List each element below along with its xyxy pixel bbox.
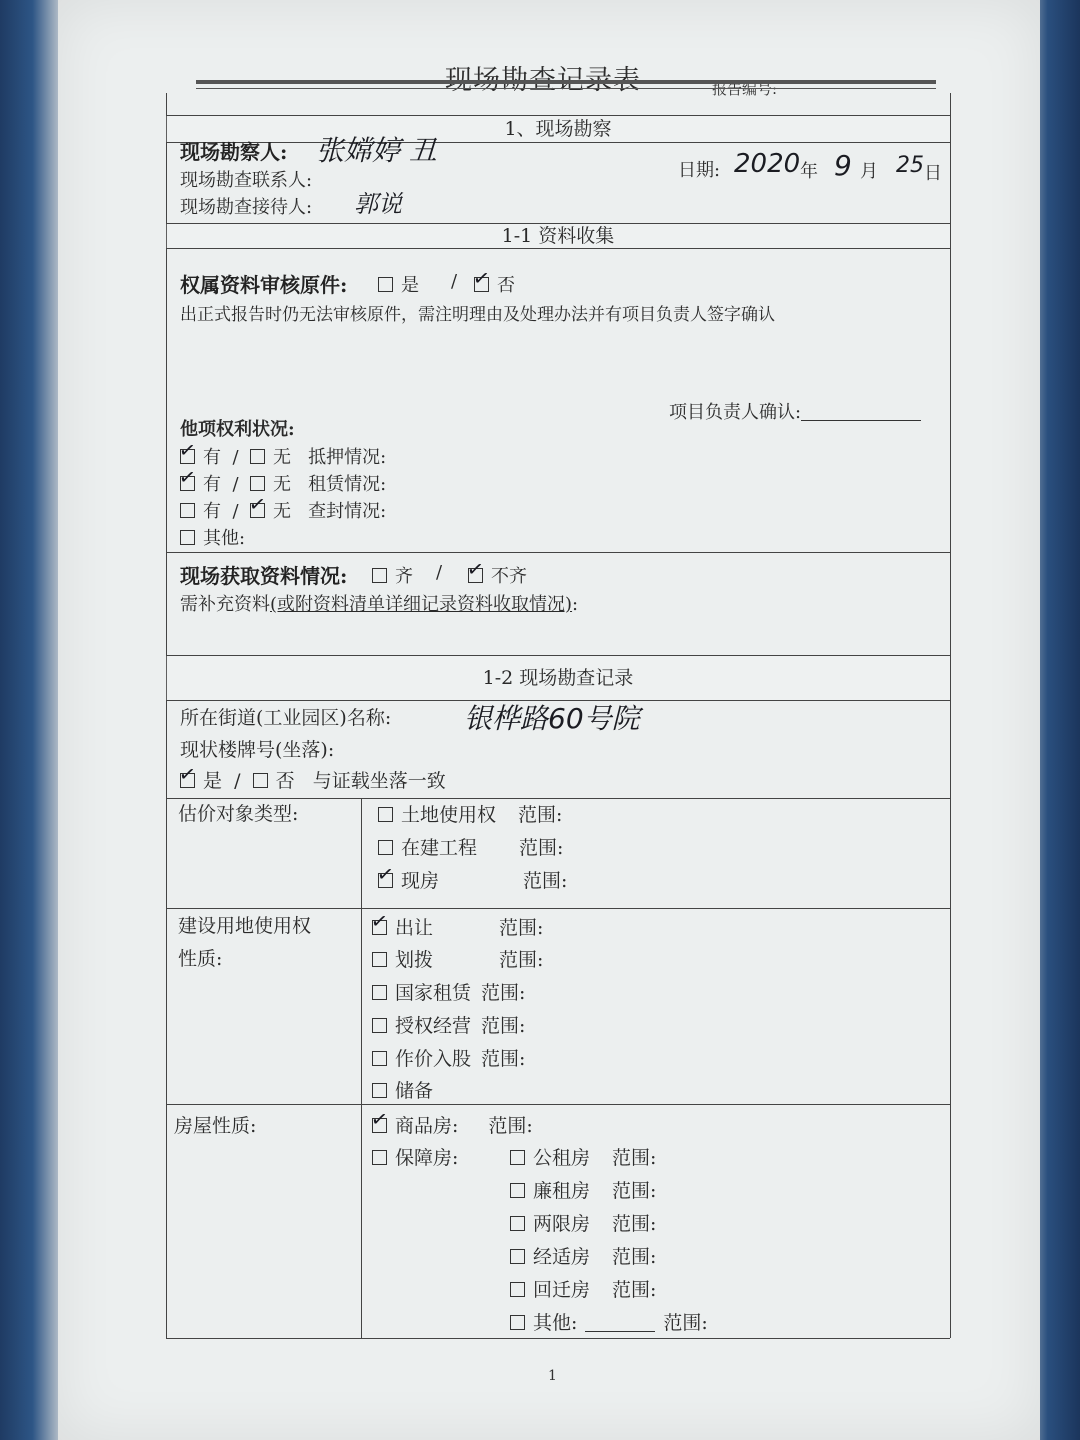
title-rule-thick [196, 80, 936, 84]
land-right-label-line1: 建设用地使用权 [178, 915, 312, 937]
under-construction-label: 在建工程 [401, 837, 478, 859]
state-lease-checkbox[interactable] [372, 985, 387, 1000]
commercial-checkbox[interactable] [369, 1105, 390, 1133]
plate-yes-checkbox[interactable] [177, 760, 198, 788]
ownership-no-checkbox[interactable] [471, 264, 492, 292]
check-mark-icon: ✓ [247, 490, 268, 518]
date-month: 9 [834, 149, 852, 182]
state-lease-label: 国家租赁 [395, 982, 472, 1004]
object-type-label: 估价对象类型: [178, 803, 299, 825]
affordable-low-rent[interactable] [510, 1176, 656, 1203]
supplement-line [180, 590, 578, 616]
scope-label: 范围: [481, 1048, 526, 1070]
ownership-yes-option[interactable] [378, 271, 419, 297]
incomplete-label: 不齐 [491, 566, 527, 587]
affordable-public-rental[interactable] [510, 1143, 656, 1170]
have-label: 有 [203, 447, 221, 468]
affordable-other[interactable] [510, 1308, 708, 1335]
affordable-other-checkbox[interactable] [510, 1315, 525, 1330]
reserve-checkbox[interactable] [372, 1083, 387, 1098]
seizure-have-checkbox[interactable] [180, 503, 195, 518]
month-unit: 月 [860, 161, 878, 182]
house-row-top [166, 1104, 950, 1105]
section-1-2-header: 1-2 现场勘查记录 [166, 655, 950, 701]
scope-label: 范围: [518, 804, 563, 826]
check-mark-icon: ✓ [369, 907, 390, 935]
scope-label: 范围: [612, 1180, 657, 1202]
check-mark-icon: ✓ [471, 264, 492, 292]
ownership-yes-checkbox[interactable] [378, 277, 393, 292]
land-use-right-checkbox[interactable] [378, 807, 393, 822]
land-right-reserve[interactable] [372, 1076, 433, 1103]
house-affordable[interactable] [372, 1143, 458, 1170]
inspector-signature: 张嫦婷 丑 [316, 134, 437, 167]
ownership-no-option[interactable] [471, 264, 515, 297]
scope-label: 范围: [488, 1115, 533, 1137]
scope-label: 范围: [523, 870, 568, 892]
other-row [180, 524, 245, 550]
inspector-label: 现场勘察人: [180, 140, 288, 164]
economic-checkbox[interactable] [510, 1249, 525, 1264]
check-mark-icon: ✓ [177, 760, 198, 788]
house-nature-label: 房屋性质: [174, 1115, 257, 1137]
affordable-economic[interactable] [510, 1242, 656, 1269]
scope-label: 范围: [612, 1147, 657, 1169]
lease-row: ✓ 有 / 无 租赁情况: [177, 463, 387, 495]
check-mark-icon: ✓ [465, 555, 486, 583]
equity-checkbox[interactable] [372, 1051, 387, 1066]
public-rental-checkbox[interactable] [510, 1150, 525, 1165]
transfer-label: 出让 [395, 917, 434, 939]
affordable-checkbox[interactable] [372, 1150, 387, 1165]
affordable-label: 保障房: [395, 1147, 459, 1169]
existing-house-label: 现房 [401, 870, 440, 892]
receiver-label: 现场勘查接待人: [180, 197, 313, 218]
yes-label: 是 [203, 770, 223, 792]
scope-label: 范围: [612, 1246, 657, 1268]
public-rental-label: 公租房 [533, 1147, 591, 1169]
pm-signature-line[interactable] [801, 420, 921, 421]
none-label: 无 [272, 474, 291, 495]
contact-label: 现场勘查联系人: [180, 170, 313, 191]
complete-option[interactable] [372, 562, 413, 588]
plate-no-checkbox[interactable] [253, 773, 268, 788]
pm-confirm-label: 项目负责人确认: [669, 402, 802, 423]
inspection-form [166, 93, 950, 1338]
ownership-label: 权属资料审核原件: [180, 273, 348, 297]
relocation-label: 回迁房 [533, 1279, 591, 1301]
mortgage-row: ✓ 有 / 无 抵押情况: [177, 436, 387, 468]
under-construction-checkbox[interactable] [378, 840, 393, 855]
complete-checkbox[interactable] [372, 568, 387, 583]
land-right-transfer[interactable] [369, 907, 544, 940]
lease-label: 租赁情况: [308, 474, 387, 495]
plate-label: 现状楼牌号(坐落): [180, 739, 335, 761]
check-mark-icon: ✓ [375, 860, 396, 888]
reserve-label: 储备 [395, 1080, 434, 1102]
title-rule-thin [196, 88, 936, 89]
land-right-state-lease[interactable] [372, 978, 525, 1005]
have-label: 有 [203, 501, 221, 522]
onsite-label: 现场获取资料情况: [180, 564, 348, 588]
affordable-relocation[interactable] [510, 1275, 656, 1302]
allocation-label: 划拨 [395, 949, 434, 971]
none-label: 无 [272, 447, 291, 468]
supplement-colon: : [572, 594, 579, 615]
date-label: 日期: [678, 160, 721, 181]
lease-none-checkbox[interactable] [250, 476, 265, 491]
seizure-none-checkbox[interactable] [247, 490, 268, 518]
land-right-authorized[interactable] [372, 1011, 525, 1038]
plate-consistency-row: ✓ 是 / 否 与证载坐落一致 [177, 760, 446, 792]
form-bottom-border [166, 1338, 950, 1339]
equity-label: 作价入股 [395, 1048, 472, 1070]
seizure-row: 有 / ✓ 无 查封情况: [180, 497, 386, 523]
day-unit: 日 [924, 163, 942, 184]
consistent-label: 与证载坐落一致 [312, 770, 446, 792]
land-row-top [166, 908, 950, 909]
scope-label: 范围: [481, 1015, 526, 1037]
ownership-note: 出正式报告时仍无法审核原件，需注明理由及处理办法并有项目负责人签字确认 [180, 305, 775, 325]
scope-label: 范围: [663, 1312, 708, 1334]
year-unit: 年 [800, 161, 818, 182]
relocation-checkbox[interactable] [510, 1282, 525, 1297]
other-rights-label: 他项权利状况: [180, 419, 295, 440]
land-right-label-line2: 性质: [178, 948, 223, 970]
date-year: 2020 [734, 149, 801, 179]
allocation-checkbox[interactable] [372, 952, 387, 967]
object-type-land[interactable] [378, 800, 562, 827]
page-number: 1 [548, 1368, 557, 1384]
mortgage-label: 抵押情况: [308, 447, 387, 468]
check-mark-icon: ✓ [369, 1105, 390, 1133]
have-label: 有 [203, 474, 221, 495]
no-label: 否 [497, 275, 515, 296]
street-label: 所在街道(工业园区)名称: [180, 707, 392, 729]
check-mark-icon: ✓ [177, 463, 198, 491]
check-mark-icon: ✓ [177, 436, 198, 464]
supplement-note: (或附资料清单详细记录资料收取情况) [270, 594, 573, 615]
house-commercial[interactable] [369, 1105, 533, 1138]
low-rent-label: 廉租房 [533, 1180, 591, 1202]
yes-label: 是 [401, 275, 419, 296]
report-number-label: 报告编号: [712, 80, 778, 98]
lease-have-checkbox[interactable] [177, 463, 198, 491]
no-label: 否 [275, 770, 295, 792]
authorized-label: 授权经营 [395, 1015, 472, 1037]
slash-separator: / [451, 271, 458, 292]
scope-label: 范围: [612, 1279, 657, 1301]
section-1-header: 1、现场勘察 [166, 115, 950, 143]
seizure-label: 查封情况: [308, 501, 387, 522]
incomplete-option[interactable] [465, 555, 527, 588]
document-title: 现场勘查记录表 [445, 65, 641, 96]
authorized-checkbox[interactable] [372, 1018, 387, 1033]
form-right-border [950, 93, 951, 1338]
price-limited-checkbox[interactable] [510, 1216, 525, 1231]
land-right-equity[interactable] [372, 1044, 525, 1071]
economic-label: 经适房 [533, 1246, 591, 1268]
street-value: 银桦路60号院 [464, 702, 640, 735]
complete-label: 齐 [395, 566, 413, 587]
transfer-checkbox[interactable] [369, 907, 390, 935]
date-day: 25 [896, 153, 924, 178]
scope-label: 范围: [612, 1213, 657, 1235]
none-label: 无 [272, 501, 291, 522]
land-right-allocation[interactable] [372, 945, 543, 972]
other-label: 其他: [203, 528, 246, 549]
scope-label: 范围: [519, 837, 564, 859]
section-1-1-divider [166, 248, 950, 249]
other-blank-line[interactable] [585, 1331, 655, 1332]
section-1-1-header: 1-1 资料收集 [166, 223, 950, 249]
land-use-right-label: 土地使用权 [401, 804, 497, 826]
price-limited-label: 两限房 [533, 1213, 591, 1235]
object-type-construction[interactable] [378, 833, 563, 860]
low-rent-checkbox[interactable] [510, 1183, 525, 1198]
object-type-existing[interactable] [375, 860, 568, 893]
other-checkbox[interactable] [180, 530, 195, 545]
onsite-divider [166, 552, 950, 553]
mortgage-none-checkbox[interactable] [250, 449, 265, 464]
grid-column-divider [361, 798, 362, 1338]
receiver-signature: 郭说 [354, 190, 402, 218]
pm-confirm-field[interactable] [669, 398, 921, 424]
incomplete-checkbox[interactable] [465, 555, 486, 583]
affordable-price-limited[interactable] [510, 1209, 656, 1236]
commercial-label: 商品房: [395, 1115, 459, 1137]
scope-label: 范围: [481, 982, 526, 1004]
slash-separator: / [436, 562, 443, 583]
form-left-border [166, 93, 167, 1338]
scope-label: 范围: [499, 949, 544, 971]
existing-house-checkbox[interactable] [375, 860, 396, 888]
mortgage-have-checkbox[interactable] [177, 436, 198, 464]
affordable-other-label: 其他: [533, 1312, 578, 1334]
scope-label: 范围: [499, 917, 544, 939]
supplement-label: 需补充资料 [180, 594, 270, 615]
